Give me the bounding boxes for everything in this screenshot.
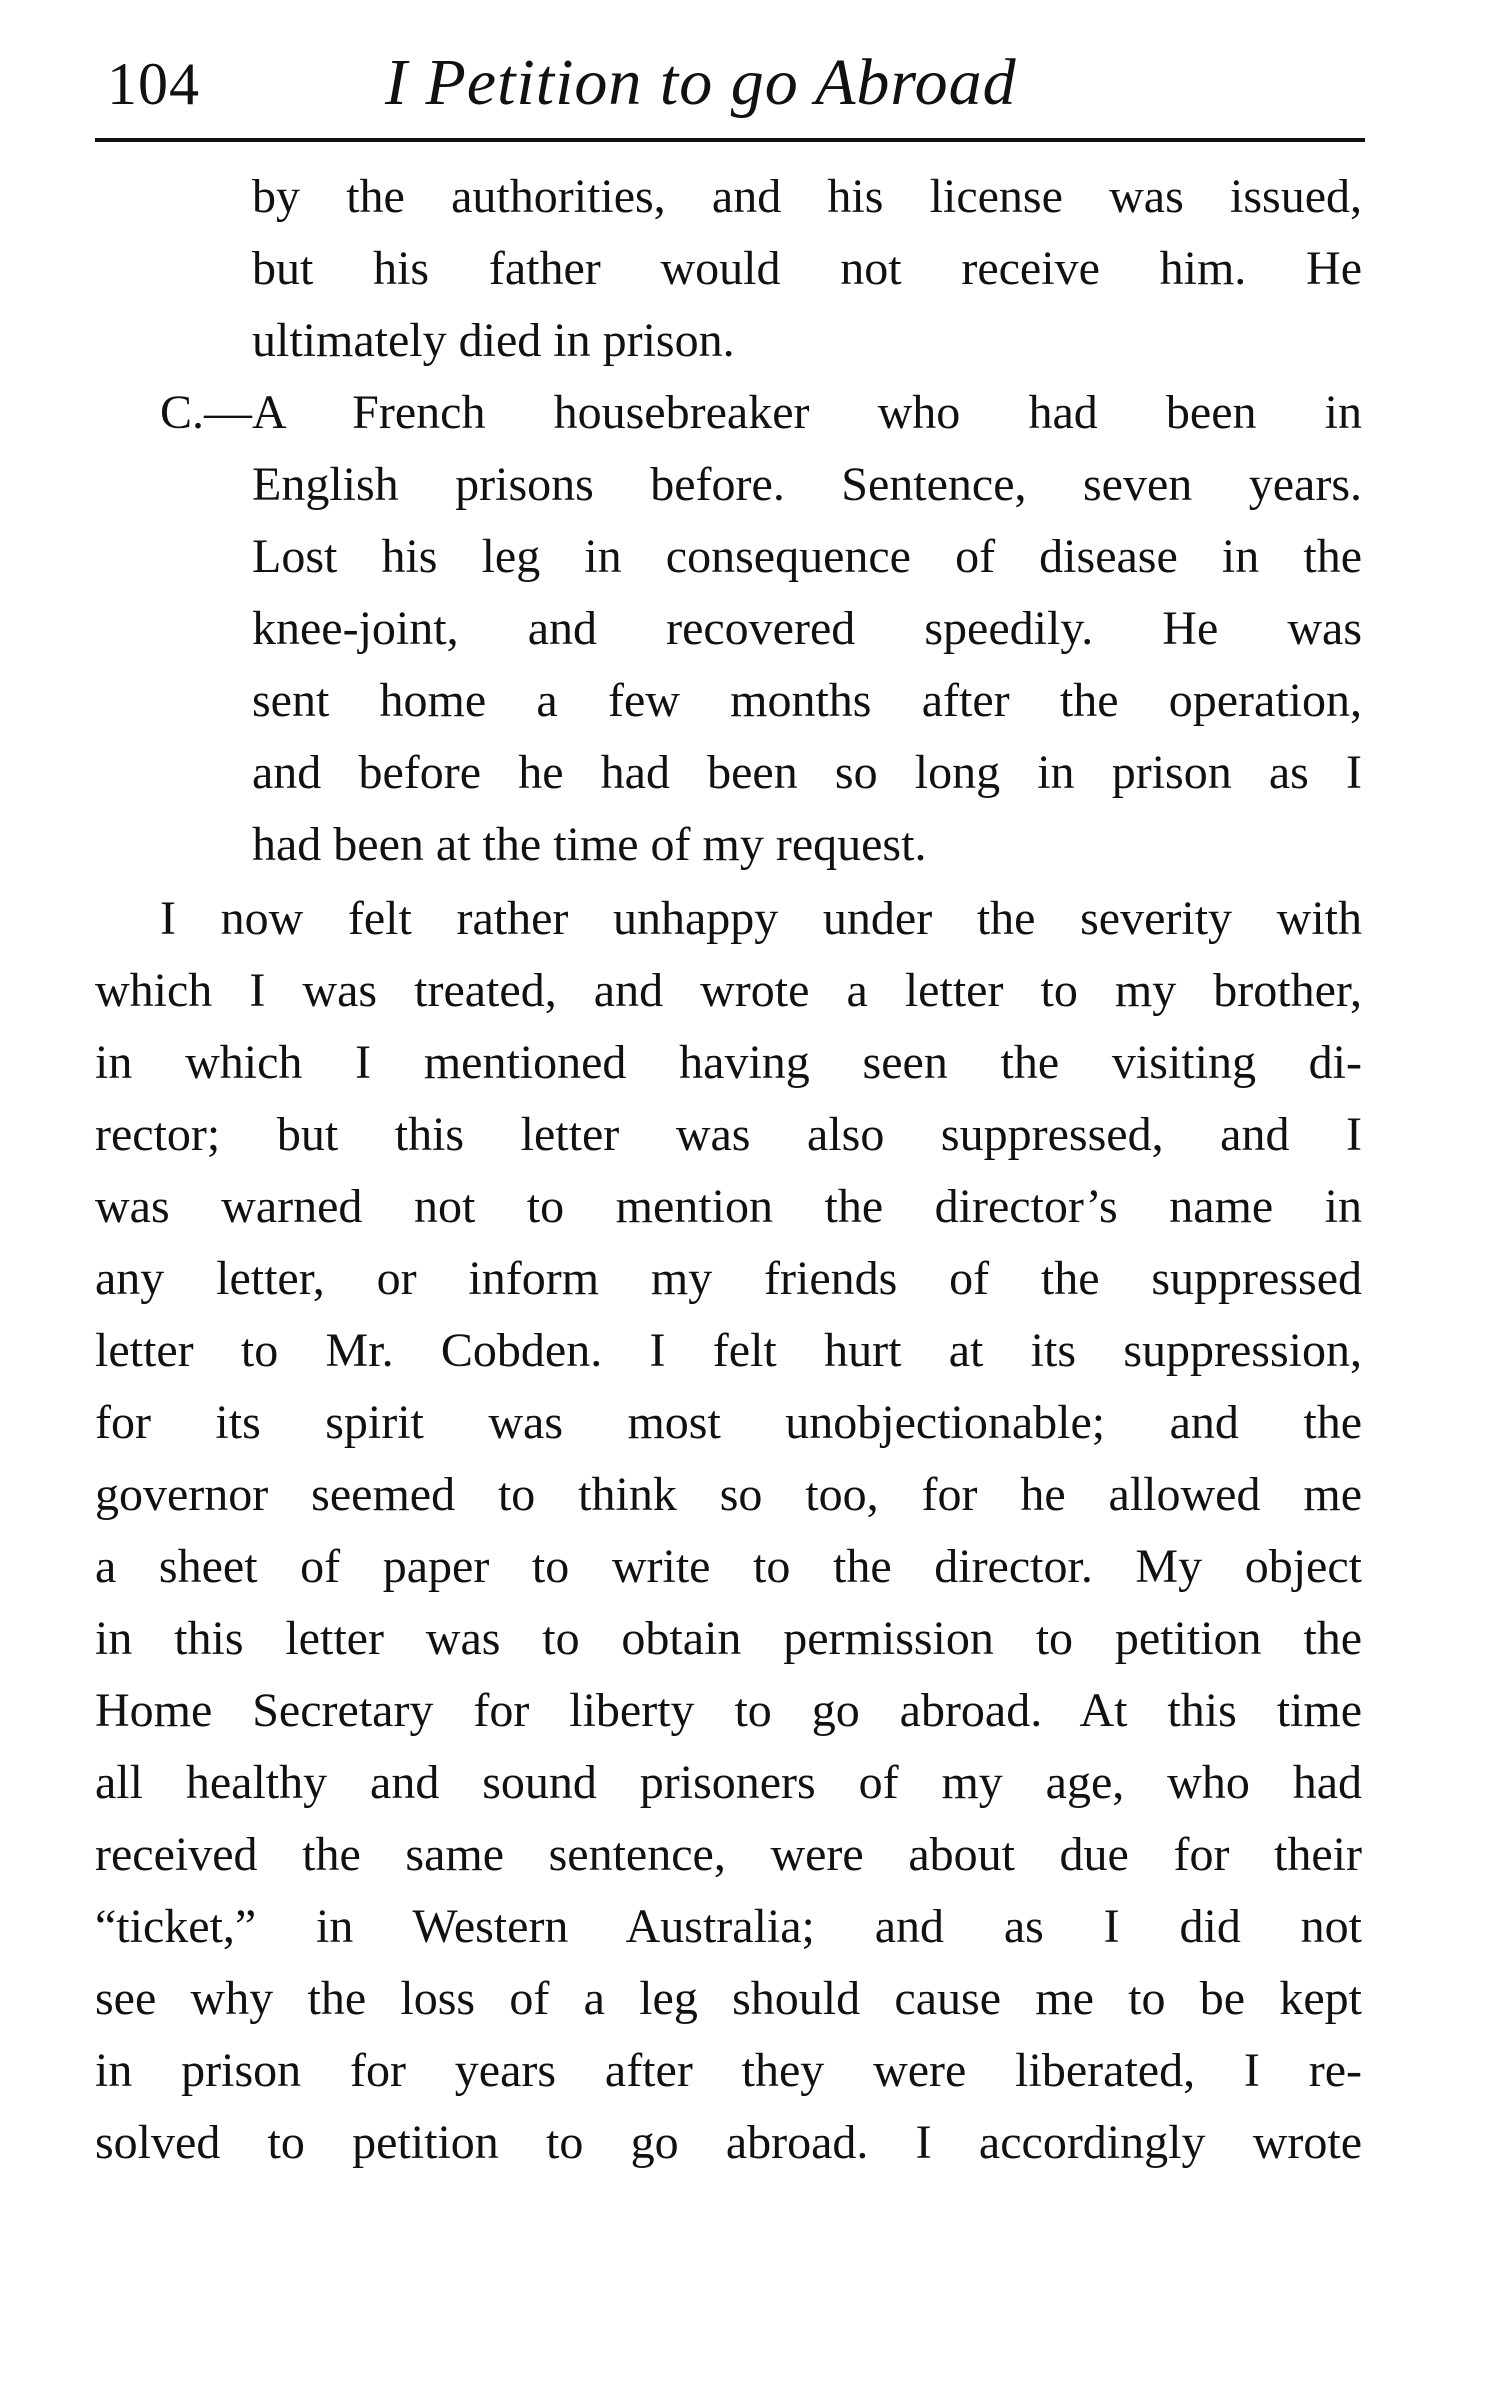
text-line: a sheet of paper to write to the director. My object	[95, 1540, 1362, 1593]
text-line: knee-joint, and recovered speedily. He was	[252, 602, 1362, 655]
text-line: for its spirit was most unobjectionable; and the	[95, 1396, 1362, 1449]
text-line: all healthy and sound prisoners of my age, who had	[95, 1756, 1362, 1809]
text-line: any letter, or inform my friends of the suppressed	[95, 1252, 1362, 1305]
text-line: but his father would not receive him. He	[252, 242, 1362, 295]
text-line: solved to petition to go abroad. I accordingly wrote	[95, 2116, 1362, 2169]
text-line: C.—A French housebreaker who had been in	[160, 386, 1362, 439]
text-line: governor seemed to think so too, for he allowed me	[95, 1468, 1362, 1521]
running-title: I Petition to go Abroad	[385, 46, 1017, 119]
text-line: ultimately died in prison.	[252, 314, 735, 367]
header-rule	[95, 138, 1365, 142]
text-line: by the authorities, and his license was issued,	[252, 170, 1362, 223]
text-line: had been at the time of my request.	[252, 818, 927, 871]
text-line: see why the loss of a leg should cause me to be kept	[95, 1972, 1362, 2025]
page-number: 104	[107, 51, 200, 117]
text-line: in prison for years after they were liberated, I re-	[95, 2044, 1362, 2097]
text-line: in which I mentioned having seen the visiting di-	[95, 1036, 1362, 1089]
text-line: Home Secretary for liberty to go abroad. At this time	[95, 1684, 1362, 1737]
text-line: and before he had been so long in prison as I	[252, 746, 1362, 799]
text-line: sent home a few months after the operation,	[252, 674, 1362, 727]
text-line: Lost his leg in consequence of disease in the	[252, 530, 1362, 583]
text-line: letter to Mr. Cobden. I felt hurt at its suppression,	[95, 1324, 1362, 1377]
page-header	[95, 36, 1365, 146]
text-line: rector; but this letter was also suppressed, and I	[95, 1108, 1362, 1161]
text-line: I now felt rather unhappy under the severity with	[160, 892, 1362, 945]
text-line: which I was treated, and wrote a letter to my brother,	[95, 964, 1362, 1017]
text-line: English prisons before. Sentence, seven years.	[252, 458, 1362, 511]
text-line: was warned not to mention the director’s name in	[95, 1180, 1362, 1233]
text-line: received the same sentence, were about due for their	[95, 1828, 1362, 1881]
text-line: in this letter was to obtain permission to petition the	[95, 1612, 1362, 1665]
text-line: “ticket,” in Western Australia; and as I did not	[95, 1900, 1362, 1953]
